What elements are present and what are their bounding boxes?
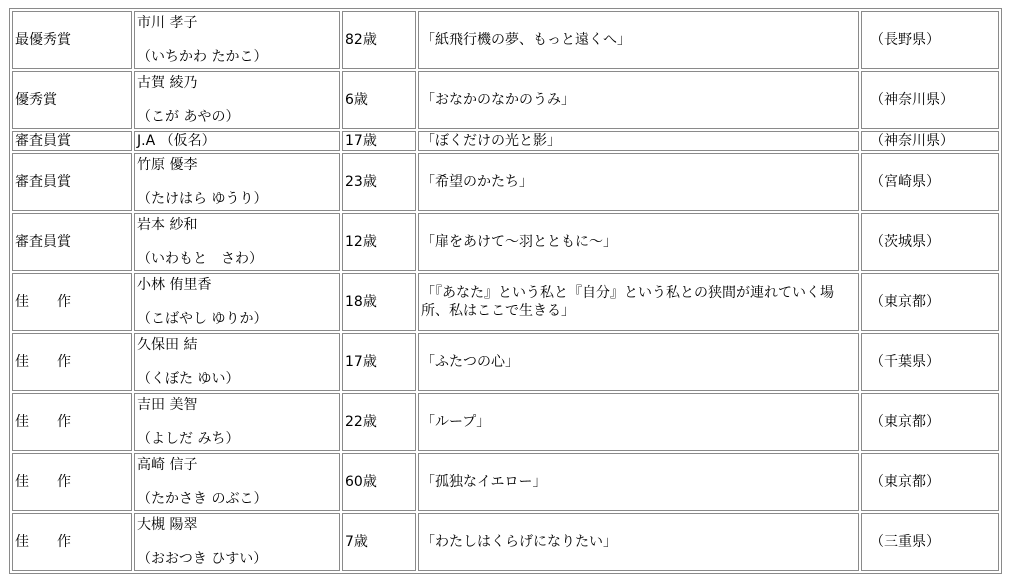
- name-cell: [134, 213, 340, 271]
- prefecture-cell: （三重県）: [861, 513, 999, 571]
- awards-table-body: [12, 11, 999, 571]
- title-cell: 「ループ」: [418, 393, 859, 451]
- prefecture-cell: （東京都）: [861, 453, 999, 511]
- winner-kana: （よしだ みち）: [137, 431, 240, 447]
- winner-name: 小林 侑里香: [137, 277, 212, 293]
- age-cell: 23歳: [342, 153, 416, 211]
- award-cell: 優秀賞: [12, 71, 132, 129]
- title-cell: 「『あなた』という私と『自分』という私との狭間が連れていく場所、私はここで生きる」: [418, 273, 859, 331]
- title-cell: 「ぼくだけの光と影」: [418, 131, 859, 151]
- prefecture-cell: （千葉県）: [861, 333, 999, 391]
- prefecture-cell: （東京都）: [861, 273, 999, 331]
- age-cell: 6歳: [342, 71, 416, 129]
- name-cell: [134, 131, 340, 151]
- winner-name: 古賀 綾乃: [137, 75, 198, 91]
- age-cell: 17歳: [342, 333, 416, 391]
- winner-name: 高崎 信子: [137, 457, 198, 473]
- table-row: [12, 213, 999, 271]
- winner-kana: （こが あやの）: [137, 109, 240, 125]
- winner-name: 吉田 美智: [137, 397, 198, 413]
- table-row: [12, 333, 999, 391]
- table-row: [12, 71, 999, 129]
- award-cell: 最優秀賞: [12, 11, 132, 69]
- winner-name: 大槻 陽翠: [137, 517, 198, 533]
- awards-table: [9, 8, 1002, 574]
- award-cell: 審査員賞: [12, 153, 132, 211]
- age-cell: 12歳: [342, 213, 416, 271]
- table-row: [12, 11, 999, 69]
- table-row: [12, 131, 999, 151]
- name-cell: [134, 11, 340, 69]
- winner-kana: （たかさき のぶこ）: [137, 491, 268, 507]
- winner-kana: （くぼた ゆい）: [137, 371, 240, 387]
- winner-name: 市川 孝子: [137, 15, 198, 31]
- age-cell: 60歳: [342, 453, 416, 511]
- award-cell: 佳 作: [12, 273, 132, 331]
- award-cell: 佳 作: [12, 393, 132, 451]
- prefecture-cell: （宮崎県）: [861, 153, 999, 211]
- name-cell: [134, 333, 340, 391]
- age-cell: 7歳: [342, 513, 416, 571]
- title-cell: 「孤独なイエロー」: [418, 453, 859, 511]
- winner-kana: （いわもと さわ）: [137, 251, 263, 267]
- name-cell: [134, 513, 340, 571]
- title-cell: 「おなかのなかのうみ」: [418, 71, 859, 129]
- title-cell: 「紙飛行機の夢、もっと遠くへ」: [418, 11, 859, 69]
- table-row: [12, 273, 999, 331]
- table-row: [12, 153, 999, 211]
- winner-name: 久保田 結: [137, 337, 198, 353]
- winner-kana: （たけはら ゆうり）: [137, 191, 268, 207]
- name-cell: [134, 273, 340, 331]
- age-cell: 18歳: [342, 273, 416, 331]
- table-row: [12, 393, 999, 451]
- prefecture-cell: （神奈川県）: [861, 131, 999, 151]
- winner-kana: （いちかわ たかこ）: [137, 49, 268, 65]
- winner-name: 竹原 優李: [137, 157, 198, 173]
- award-cell: 佳 作: [12, 513, 132, 571]
- award-cell: 佳 作: [12, 453, 132, 511]
- prefecture-cell: （茨城県）: [861, 213, 999, 271]
- table-row: [12, 513, 999, 571]
- table-row: [12, 453, 999, 511]
- title-cell: 「扉をあけて〜羽とともに〜」: [418, 213, 859, 271]
- title-cell: 「わたしはくらげになりたい」: [418, 513, 859, 571]
- title-cell: 「ふたつの心」: [418, 333, 859, 391]
- prefecture-cell: （神奈川県）: [861, 71, 999, 129]
- winner-name: J.A （仮名）: [137, 133, 216, 149]
- age-cell: 82歳: [342, 11, 416, 69]
- age-cell: 22歳: [342, 393, 416, 451]
- title-cell: 「希望のかたち」: [418, 153, 859, 211]
- name-cell: [134, 393, 340, 451]
- award-cell: 審査員賞: [12, 213, 132, 271]
- award-cell: 佳 作: [12, 333, 132, 391]
- winner-name: 岩本 紗和: [137, 217, 198, 233]
- name-cell: [134, 71, 340, 129]
- name-cell: [134, 153, 340, 211]
- prefecture-cell: （東京都）: [861, 393, 999, 451]
- prefecture-cell: （長野県）: [861, 11, 999, 69]
- award-cell: 審査員賞: [12, 131, 132, 151]
- winner-kana: （おおつき ひすい）: [137, 551, 268, 567]
- name-cell: [134, 453, 340, 511]
- winner-kana: （こばやし ゆりか）: [137, 311, 268, 327]
- age-cell: 17歳: [342, 131, 416, 151]
